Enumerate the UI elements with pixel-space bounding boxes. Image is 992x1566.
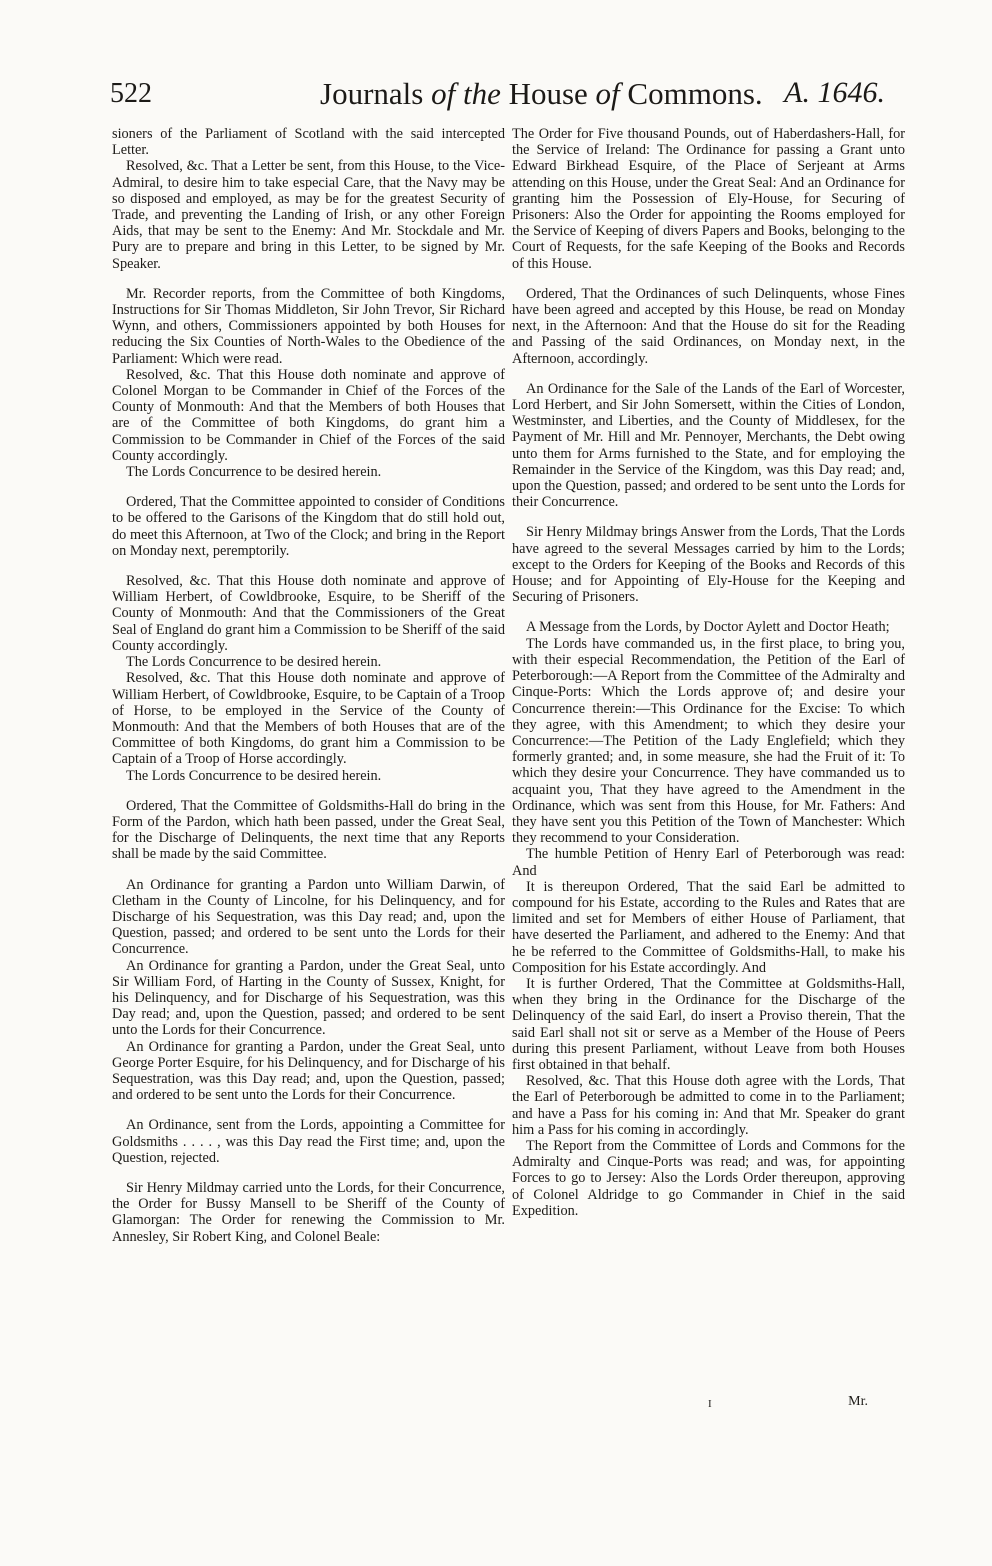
title-word: House [508,76,588,111]
title-word: of [431,76,456,111]
paragraph: The humble Petition of Henry Earl of Peterborough was read: And [512,846,905,879]
paragraph: Resolved, &c. That this House doth agree with the Lords, That the Earl of Peterborough be admitted to come in to the Parliament; and have a Pass for his coming in: And that Mr. Speaker do grant him a Pass for his coming in accordingly. [512,1073,905,1138]
title-word: of [595,76,620,111]
paragraph: The Report from the Committee of Lords and Commons for the Admiralty and Cinque-Ports was read; and was, for appointing Forces to go to Jersey: Also the Lords Order thereupon, approving of Colonel Aldridge to go Commander in Chief in the said Expedition. [512,1137,905,1219]
title-word: Commons. [627,76,763,111]
paragraph: An Ordinance for granting a Pardon, under the Great Seal, unto Sir William Ford, of Harting in the County of Sussex, Knight, for his Delinquency, and for Discharge of his Sequestration, was this Day read; and, upon the Question, passed; and ordered to be sent unto the Lords for their Concurrence. [112,957,505,1039]
paragraph: sioners of the Parliament of Scotland with the said intercepted Letter. [112,126,505,159]
paragraph: An Ordinance for granting a Pardon, under the Great Seal, unto George Porter Esquire, for his Delinquency, and for Discharge of his Sequestration, was this Day read; and, upon the Question, passed; and ordered to be sent unto the Lords for their Concurrence. [112,1038,505,1104]
page-number: 522 [110,78,152,109]
year-heading: A. 1646. [784,76,885,109]
paragraph: An Ordinance, sent from the Lords, appointing a Committee for Goldsmiths . . . . , was this Day read the First time; and, upon the Question, rejected. [112,1117,505,1166]
paragraph: Sir Henry Mildmay carried unto the Lords, for their Concurrence, the Order for Bussy Mansell to be Sheriff of the County of Glamorgan: The Order for renewing the Commission to Mr. Annesley, Sir Robert King, and Colonel Beale: [112,1179,505,1245]
paragraph: It is thereupon Ordered, That the said Earl be admitted to compound for his Estate, according to the Rules and Rates that are limited and set for Members of either House of Parliament, that have deserted the Parliament, and adhered to the Enemy: And that he be referred to the Committee of Goldsmiths-Hall, to make his Composition for his Estate accordingly. And [512,878,905,976]
right-column [512,126,905,1219]
paragraph: Resolved, &c. That this House doth nominate and approve of William Herbert, of Cowldbrooke, Esquire, to be Sheriff of the County of Monmouth: And that the Commissioners of the Great Seal of England do grant him a Commission to be Sheriff of the said County accordingly. [112,573,505,654]
paragraph: The Lords have commanded us, in the first place, to bring you, with their especial Recommendation, the Petition of the Earl of Peterborough:—A Report from the Committee of the Admiralty and Cinque-Ports: Which the Lords approve of; and desire your Concurrence therein:—This Ordinance for the Excise: To which they agree, with this Amendment; to which they desire your Concurrence:—The Petition of the Lady Englefield; which they formerly granted; and, in some measure, she had the Fruit of it: To which they desire your Concurrence. They have commanded us to acquaint you, That they have agreed to the Amendment in the Ordinance, which was sent from this House, for Mr. Fathers: And they have sent you this Petition of the Town of Manchester: Which they recommend to your Consideration. [512,635,905,847]
paragraph: Resolved, &c. That this House doth nominate and approve of William Herbert, of Cowldbrooke, Esquire, to be Captain of a Troop of Horse, to be employed in the Service of the County of Monmouth: And that the Members of both Houses that are of the Committee of both Kingdoms, do grant him a Commission to be Captain of a Troop of Horse accordingly. [112,670,505,768]
paragraph: Ordered, That the Ordinances of such Delinquents, whose Fines have been agreed and accepted by this House, be read on Monday next, in the Afternoon: And that the House do sit for the Reading and Passing of the said Ordinances, on Monday next, in the Afternoon, accordingly. [512,285,905,367]
paragraph: Sir Henry Mildmay brings Answer from the Lords, That the Lords have agreed to the several Messages carried by him to the Lords; except to the Orders for Keeping of the Books and Records of this House; and for Appointing of Ely-House for the Keeping and Securing of Prisoners. [512,524,905,606]
paragraph: A Message from the Lords, by Doctor Aylett and Doctor Heath; [526,619,890,636]
running-title [320,76,763,112]
title-word: Journals [320,76,424,111]
paragraph: An Ordinance for the Sale of the Lands of the Earl of Worcester, Lord Herbert, and Sir John Somersett, within the Cities of London, Westminster, and Liberties, and the County of Middlesex, for the Payment of Mr. Hill and Mr. Pennoyer, Merchants, the Debt owing unto them for Arms furnished to the State, and for employing the Remainder in the Service of the Kingdom, was this Day read; and, upon the Question, passed; and ordered to be sent unto the Lords for their Concurrence. [512,380,905,511]
running-header [110,76,885,122]
paragraph: Ordered, That the Committee of Goldsmiths-Hall do bring in the Form of the Pardon, which hath been passed, under the Great Seal, for the Discharge of Delinquents, the next time that any Reports shall be made by the said Committee. [112,797,505,863]
paragraph: The Lords Concurrence to be desired herein. [126,464,382,481]
paragraph: Resolved, &c. That this House doth nominate and approve of Colonel Morgan to be Commander in Chief of the Forces of the County of Monmouth: And that the Members of both Houses that are of the Committee of both Kingdoms, do grant him a Commission to be Commander in Chief of the Forces of the said County accordingly. [112,366,505,464]
title-word: the [462,76,501,111]
paragraph: Resolved, &c. That a Letter be sent, from this House, to the Vice-Admiral, to desire him to take especial Care, that the Navy may be so disposed and employed, as may be for the greatest Security of Trade, and preventing the Landing of Irish, or any other Foreign Aids, that may be sent to the Enemy: And Mr. Stockdale and Mr. Pury are to prepare and bring in this Letter, to be signed by Mr. Speaker. [112,158,505,272]
paragraph: It is further Ordered, That the Committee at Goldsmiths-Hall, when they bring in the Ordinance for the Discharge of the Delinquency of the said Earl, do insert a Proviso therein, That the said Earl shall not sit or serve as a Member of the House of Peers during this present Parliament, without Leave from both Houses first obtained in that behalf. [512,975,905,1073]
paragraph: An Ordinance for granting a Pardon unto William Darwin, of Cletham in the County of Lincolne, for his Delinquency, and for Discharge of his Sequestration, was this Day read; and, upon the Question, passed; and ordered to be sent unto the Lords for their Concurrence. [112,876,505,958]
left-column [112,126,505,1245]
paragraph: Mr. Recorder reports, from the Committee of both Kingdoms, Instructions for Sir Thomas Middleton, Sir John Trevor, Sir Richard Wynn, and others, Commissioners appointed by both Houses for reducing the Six Counties of North-Wales to the Obedience of the Parliament: Which were read. [112,285,505,367]
catchword: Mr. [848,1394,868,1409]
signature-mark: I [708,1398,712,1410]
paragraph: Ordered, That the Committee appointed to consider of Conditions to be offered to the Garisons of the Kingdom that do still hold out, do meet this Afternoon, at Two of the Clock; and bring in the Report on Monday next, peremptorily. [112,494,505,559]
paragraph: The Lords Concurrence to be desired herein. [126,654,382,671]
paragraph: The Order for Five thousand Pounds, out of Haberdashers-Hall, for the Service of Ireland: The Ordinance for passing a Grant unto Edward Birkhead Esquire, of the Place of Serjeant at Arms attending on this House, under the Great Seal: And an Ordinance for granting him the Possession of Ely-House, for Securing of Prisoners: Also the Order for appointing the Rooms employed for the Service of Keeping of divers Papers and Books, belonging to the Court of Requests, for the safe Keeping of the Books and Records of this House. [512,126,905,272]
paragraph: The Lords Concurrence to be desired herein. [126,767,382,784]
